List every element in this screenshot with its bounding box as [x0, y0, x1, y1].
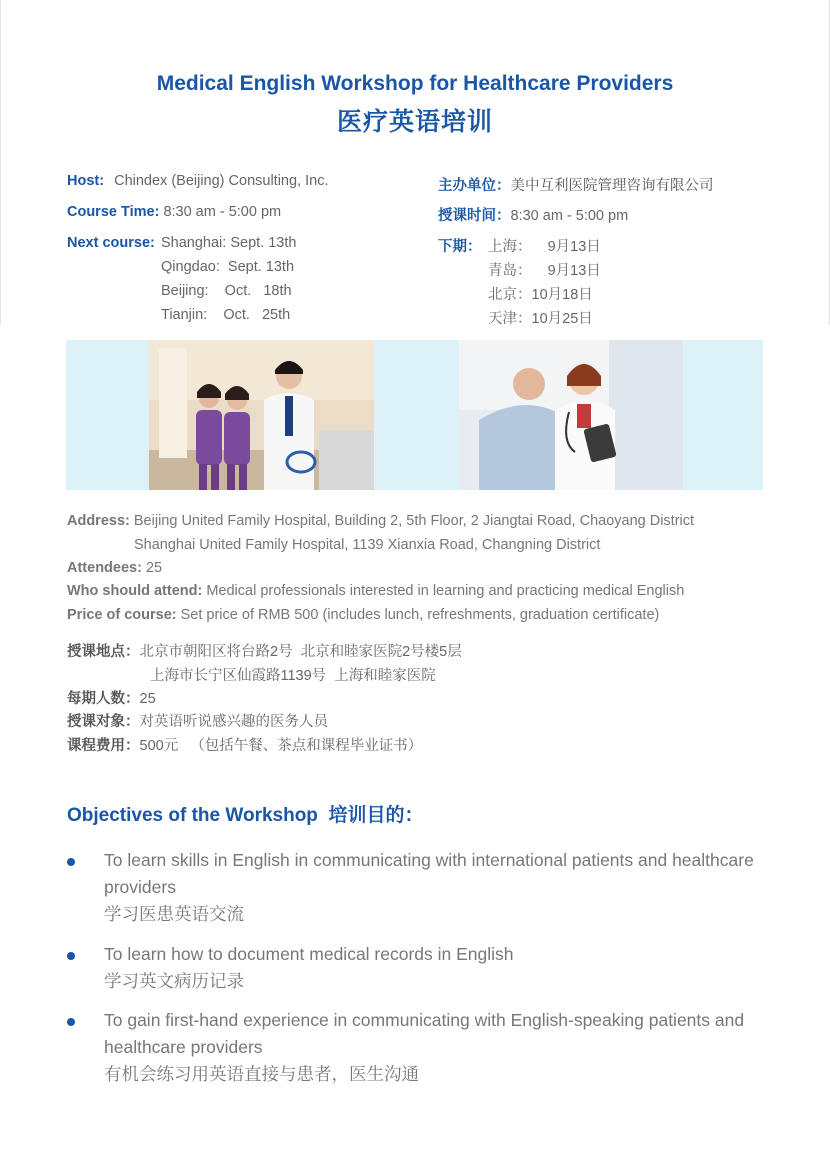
- who-row-zh: [67, 710, 328, 731]
- who-row-en: [67, 583, 684, 599]
- host-label-zh: 主办单位：: [438, 178, 511, 194]
- bullet-icon: [67, 1018, 75, 1026]
- session-en-beijing: Beijing: Oct. 18th: [161, 283, 292, 299]
- photo-doctor-nurses: [149, 340, 374, 490]
- title-english: Medical English Workshop for Healthcare Providers: [156, 72, 674, 95]
- address-line-1-zh: 北京市朝阳区将台路2号 北京和睦家医院2号楼5层: [139, 644, 462, 660]
- address-line-2-zh: 上海市长宁区仙霞路1139号 上海和睦家医院: [150, 668, 436, 684]
- price-label-en: Price of course:: [67, 607, 177, 623]
- host-label-en: Host:: [67, 173, 105, 189]
- next-label-zh: 下期：: [438, 239, 482, 255]
- time-value-en: 8:30 am - 5:00 pm: [163, 204, 282, 220]
- host-value-en: Chindex (Beijing) Consulting, Inc.: [114, 173, 329, 189]
- price-label-zh: 课程费用：: [67, 738, 140, 754]
- host-row-zh: [438, 174, 714, 195]
- attendees-row-zh: [67, 687, 156, 708]
- objective-item-3: [104, 1007, 764, 1088]
- bullet-icon: [67, 952, 75, 960]
- session-zh-tianjin: 天津：10月25日: [488, 311, 593, 327]
- objective-3-zh: 有机会练习用英语直接与患者，医生沟通: [104, 1064, 419, 1084]
- time-value-zh: 8:30 am - 5:00 pm: [510, 208, 629, 224]
- objective-3-en: To gain first-hand experience in communicating with English-speaking patients and healthcare providers: [104, 1010, 745, 1057]
- attendees-row-en: [67, 560, 162, 576]
- photo-doctor-patient: [459, 340, 683, 490]
- bullet-icon: [67, 858, 75, 866]
- address-row-zh: [67, 640, 462, 661]
- session-en-qingdao: Qingdao: Sept. 13th: [161, 259, 295, 275]
- attendees-value-en: 25: [145, 560, 163, 576]
- address-line-2-en: Shanghai United Family Hospital, 1139 Xianxia Road, Changning District: [134, 537, 601, 553]
- objective-item-1: [104, 847, 764, 928]
- time-label-en: Course Time:: [67, 204, 160, 220]
- address-line-1-en: Beijing United Family Hospital, Building 2, 5th Floor, 2 Jiangtai Road, Chaoyang District: [133, 513, 695, 529]
- address-label-en: Address:: [67, 513, 130, 529]
- price-value-en: Set price of RMB 500 (includes lunch, refreshments, graduation certificate): [180, 607, 660, 623]
- session-en-tianjin: Tianjin: Oct. 25th: [161, 307, 291, 323]
- objective-1-en: To learn skills in English in communicating with international patients and healthcare providers: [104, 850, 754, 897]
- address-label-zh: 授课地点：: [67, 644, 140, 660]
- price-row-en: [67, 607, 659, 623]
- who-value-en: Medical professionals interested in learning and practicing medical English: [206, 583, 685, 599]
- frame-border-left: [0, 0, 1, 325]
- time-row-en: [67, 204, 281, 220]
- attendees-label-en: Attendees:: [67, 560, 142, 576]
- price-value-zh: 500元 （包括午餐、茶点和课程毕业证书）: [139, 738, 423, 754]
- session-zh-qingdao: 青岛： 9月13日: [488, 263, 601, 279]
- host-value-zh: 美中互利医院管理咨询有限公司: [510, 178, 714, 194]
- session-zh-shanghai: 上海： 9月13日: [488, 239, 601, 255]
- time-label-zh: 授课时间：: [438, 208, 511, 224]
- attendees-label-zh: 每期人数：: [67, 691, 140, 707]
- objectives-title: Objectives of the Workshop 培训目的：: [67, 805, 424, 826]
- objective-2-en: To learn how to document medical records in English: [104, 944, 514, 964]
- next-label-en: Next course:: [67, 235, 155, 251]
- address-row-en: [67, 513, 694, 529]
- who-value-zh: 对英语听说感兴趣的医务人员: [139, 714, 328, 730]
- who-label-en: Who should attend:: [67, 583, 203, 599]
- price-row-zh: [67, 734, 422, 755]
- session-zh-beijing: 北京：10月18日: [488, 287, 593, 303]
- session-en-shanghai: Shanghai: Sept. 13th: [161, 235, 297, 251]
- host-row-en: [67, 173, 328, 189]
- time-row-zh: [438, 204, 628, 225]
- objective-item-2: [104, 941, 764, 995]
- who-label-zh: 授课对象：: [67, 714, 140, 730]
- objective-1-zh: 学习医患英语交流: [104, 904, 244, 924]
- attendees-value-zh: 25: [139, 691, 156, 707]
- objective-2-zh: 学习英文病历记录: [104, 971, 244, 991]
- title-chinese: 医疗英语培训: [336, 108, 493, 136]
